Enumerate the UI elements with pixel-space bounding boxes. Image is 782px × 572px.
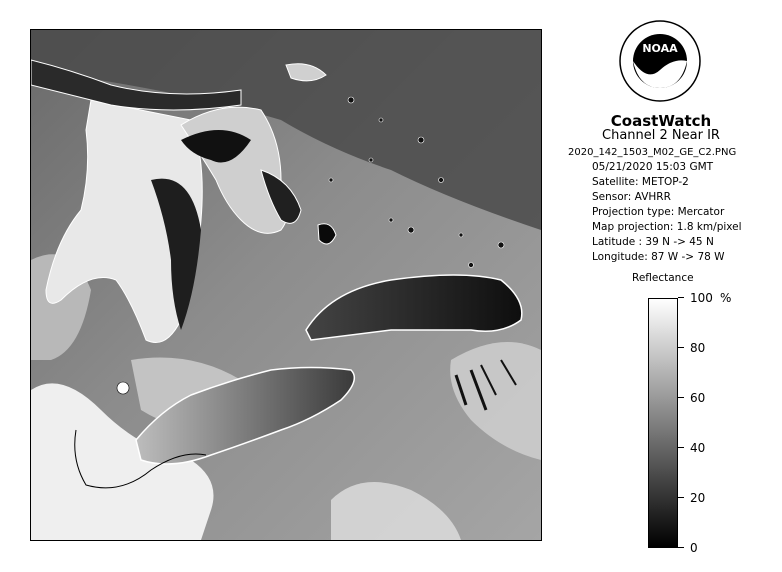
colorbar-tick xyxy=(678,347,684,348)
map-projection: Map projection: 1.8 km/pixel xyxy=(592,221,742,233)
colorbar-label: Reflectance xyxy=(632,272,694,284)
colorbar-tick xyxy=(678,397,684,398)
colorbar-tick-label: 80 xyxy=(690,341,706,355)
reflectance-colorbar xyxy=(648,298,678,548)
logo-wordmark: NOAA xyxy=(642,42,678,55)
colorbar-tick-label: 60 xyxy=(690,391,706,405)
filename: 2020_142_1503_M02_GE_C2.PNG xyxy=(568,147,737,158)
satellite: Satellite: METOP-2 xyxy=(592,176,689,188)
channel-label: Channel 2 Near IR xyxy=(602,128,720,143)
sensor: Sensor: AVHRR xyxy=(592,191,671,203)
noaa-logo-icon xyxy=(619,20,701,102)
colorbar-tick xyxy=(678,497,684,498)
colorbar-tick xyxy=(678,297,684,298)
satellite-image xyxy=(31,30,541,540)
colorbar-tick xyxy=(678,447,684,448)
latitude: Latitude : 39 N -> 45 N xyxy=(592,236,714,248)
colorbar-tick-label: 20 xyxy=(690,491,706,505)
product-title: CoastWatch xyxy=(610,112,712,130)
colorbar-tick xyxy=(678,547,684,548)
colorbar-unit: % xyxy=(720,291,732,305)
noaa-logo xyxy=(619,20,701,102)
satellite-map xyxy=(30,29,542,541)
date-time: 05/21/2020 15:03 GMT xyxy=(592,161,714,173)
colorbar-tick-label: 40 xyxy=(690,441,706,455)
colorbar-tick-label: 100 xyxy=(690,291,713,305)
projection-type: Projection type: Mercator xyxy=(592,206,725,218)
colorbar-tick-label: 0 xyxy=(690,541,698,555)
longitude: Longitude: 87 W -> 78 W xyxy=(592,251,725,263)
